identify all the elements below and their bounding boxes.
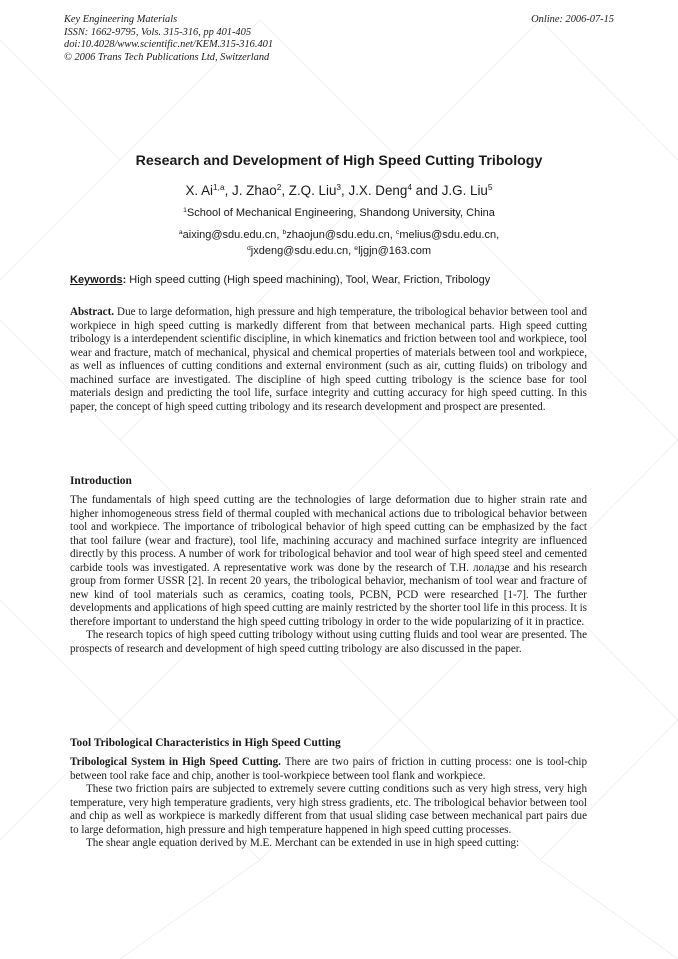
paragraph: The fundamentals of high speed cutting are the technologies of large deformation due to higher strain rate and higher inhomogeneous stress field of thermal coupled with mechanical actions due to tribological behavior between tool and workpiece. The importance of tribological behavior of high speed cutting can be emphasized by the fact that tool failure (wear and fracture), tool life, machining accuracy and machined surface integrity are influenced directly by this process. A number of work for tribological behavior and tool wear of high speed steel and cemented carbide tools was investigated. A representative work was done by the research of T.H. лоладзе and his research group from former USSR [2]. In recent 20 years, the tribological behavior, mechanism of tool wear and fracture of new kind of tool materials such as ceramics, coating tools, PCBN, PCD were researched [1-7]. The further developments and applications of high speed cutting are mainly restricted by the shorter tool life in this process. It is therefore important to understand the high speed cutting tribology in order to the wide popularizing of it in practice. <box>70 494 587 628</box>
author-list <box>0 183 678 198</box>
author: Z.Q. Liu$^3$, <box>288 182 349 198</box>
paragraph: The shear angle equation derived by M.E. Merchant can be extended in use in high speed cutting: <box>86 837 520 850</box>
author: J. Zhao$^2$, <box>232 182 289 198</box>
abstract-text: Due to large deformation, high pressure and high temperature, the tribological behavior between tool and workpiece in high speed cutting is markedly different from that between mechanical parts. High speed cutting tribology is a interdependent scientific discipline, in which kinematics and friction between tool and workpiece, tool wear and fracture, match of mechanical, physical and chemical properties of materials between tool and workpiece, as well as influences of cutting conditions and external environment (such as air, cutting fluids) on tribology and machined surface are investigated. The discipline of high speed cutting tribology is the science base for tool materials design and predicting the tool life, surface integrity and cutting accuracy for high speed cutting. In this paper, the concept of high speed cutting tribology and its research development and prospect are presented. <box>70 306 587 413</box>
section-heading-tool-tribological: Tool Tribological Characteristics in High Speed Cutting <box>70 737 341 749</box>
paragraph: These two friction pairs are subjected to extremely severe cutting conditions such as very high stress, very high temperature, very high temperature gradients, very high stress gradients, etc. The tribological behavior between tool and chip as well as workpiece is markedly different from that usual sliding case between mechanical part pairs due to large deformation, high pressure and high temperature happened in high speed cutting processes. <box>70 783 587 836</box>
doi-line: doi:10.4028/www.scientific.net/KEM.315-316.401 <box>64 39 274 50</box>
author: X. Ai$^{1,a}$, <box>185 182 233 198</box>
abstract <box>70 306 587 414</box>
copyright-line: © 2006 Trans Tech Publications Ltd, Switzerland <box>64 51 270 63</box>
journal-name: Key Engineering Materials <box>64 14 178 25</box>
email-list <box>0 228 678 260</box>
paragraph: Tribological System in High Speed Cutting. There are two pairs of friction in cutting process: one is tool-chip between tool rake face and chip, another is tool-workpiece between tool flank and workpiece. <box>70 756 587 782</box>
email-line: $^d$jxdeng@sdu.edu.cn, $^e$ljgjn@163.com <box>246 245 432 257</box>
abstract-label: Abstract. <box>70 306 115 318</box>
author: J.X. Deng$^4$ and <box>348 182 442 198</box>
keywords: Keywords: High speed cutting (High speed machining), Tool, Wear, Friction, Tribology <box>70 274 491 286</box>
email-line: $^a$aixing@sdu.edu.cn, $^b$zhaojun@sdu.edu.cn, $^c$melius@sdu.edu.cn, <box>178 229 500 241</box>
paper-title: Research and Development of High Speed Cutting Tribology <box>135 153 543 169</box>
subsection-label: Tribological System in High Speed Cutting. <box>70 756 281 768</box>
section-heading-introduction: Introduction <box>70 475 132 487</box>
author: J.G. Liu$^5$ <box>441 182 493 198</box>
journal-header <box>64 14 273 64</box>
online-date: Online: 2006-07-15 <box>531 14 614 25</box>
affiliation: $^1$School of Mechanical Engineering, Shandong University, China <box>183 207 495 219</box>
paragraph: The research topics of high speed cutting tribology without using cutting fluids and tool wear are presented. The prospects of research and development of high speed cutting tribology are also discussed in the paper. <box>70 629 587 656</box>
section2-body <box>70 756 587 851</box>
keywords-text: High speed cutting (High speed machining), Tool, Wear, Friction, Tribology <box>126 274 491 286</box>
introduction-body <box>70 494 587 657</box>
issn-line: ISSN: 1662-9795, Vols. 315-316, pp 401-405 <box>64 26 252 38</box>
keywords-label: Keywords <box>70 274 123 286</box>
